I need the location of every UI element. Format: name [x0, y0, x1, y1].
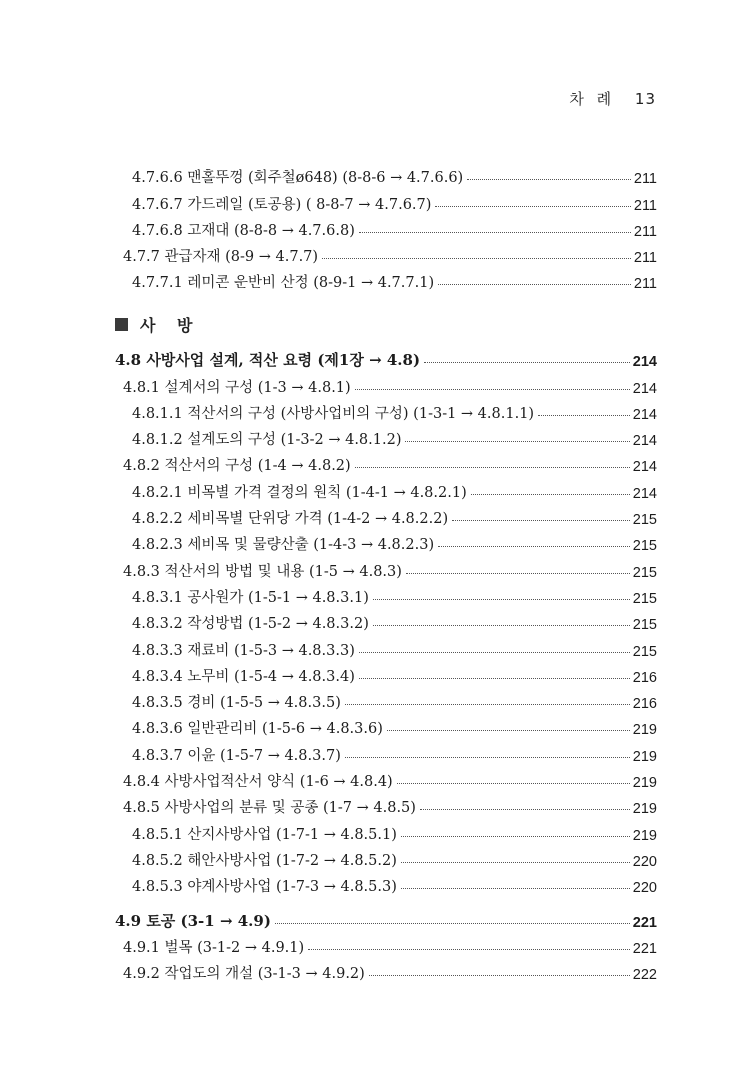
toc-entry[interactable]: [115, 607, 657, 633]
dot-leader: [275, 923, 630, 924]
toc-entry-page: 214: [632, 433, 657, 450]
toc-entry[interactable]: [115, 266, 657, 292]
toc-entry-title: 4.8.1.1 적산서의 구성 (사방사업비의 구성) (1-3-1 → 4.8.1.1): [132, 405, 535, 422]
toc-entry-page: 215: [632, 590, 657, 607]
dot-leader: [424, 362, 630, 363]
toc-entry-title: 4.8.4 사방사업적산서 양식 (1-6 → 4.8.4): [123, 774, 393, 791]
toc-entry-title: 4.8.5.3 야계사방사업 (1-7-3 → 4.8.5.3): [132, 879, 397, 896]
toc-entry-page: 215: [632, 564, 657, 581]
toc-entry-page: 214: [632, 459, 657, 476]
toc-entry-page: 216: [632, 669, 657, 686]
section-title: 사 방: [140, 316, 201, 335]
toc-entry[interactable]: [115, 475, 657, 501]
toc-entry[interactable]: [115, 931, 657, 957]
dot-leader: [435, 206, 630, 207]
toc-block-upper: [115, 161, 657, 292]
dot-leader: [401, 862, 630, 863]
dot-leader: [359, 678, 630, 679]
toc-entry-title: 4.7.7 관급자재 (8-9 → 4.7.7): [123, 249, 319, 266]
toc-entry-title: 4.8.3 적산서의 방법 및 내용 (1-5 → 4.8.3): [123, 563, 402, 580]
toc-entry-title: 4.8.3.6 일반관리비 (1-5-6 → 4.8.3.6): [132, 721, 383, 738]
toc-entry-page: 214: [632, 354, 657, 371]
toc-entry-title: 4.8.1.2 설계도의 구성 (1-3-2 → 4.8.1.2): [132, 432, 402, 449]
toc-entry-title: 4.7.7.1 레미콘 운반비 산정 (8-9-1 → 4.7.7.1): [132, 275, 435, 292]
toc-entry-page: 215: [632, 643, 657, 660]
toc-entry-title: 4.8.1 설계서의 구성 (1-3 → 4.8.1): [123, 379, 351, 396]
toc-entry-page: 219: [632, 827, 657, 844]
toc-entry[interactable]: [115, 240, 657, 266]
dot-leader: [467, 179, 631, 180]
toc-entry[interactable]: [115, 957, 657, 983]
dot-leader: [471, 494, 630, 495]
toc-entry-page: 219: [632, 775, 657, 792]
toc-entry-title: 4.8.3.5 경비 (1-5-5 → 4.8.3.5): [132, 695, 341, 712]
toc-entry[interactable]: [115, 370, 657, 396]
toc-entry-page: 219: [632, 722, 657, 739]
toc-entry-page: 211: [633, 276, 657, 293]
toc-spacer: [115, 896, 657, 904]
toc-entry-title: 4.8.5 사방사업의 분류 및 공종 (1-7 → 4.8.5): [123, 800, 416, 817]
toc-entry[interactable]: [115, 686, 657, 712]
toc-entry[interactable]: [115, 765, 657, 791]
toc-entry[interactable]: [115, 528, 657, 554]
toc-entry-title: 4.7.6.6 맨홀뚜껑 (회주철ø648) (8-8-6 → 4.7.6.6): [132, 170, 464, 187]
toc-entry[interactable]: [115, 161, 657, 187]
toc-entry[interactable]: [115, 791, 657, 817]
dot-leader: [438, 284, 631, 285]
toc-entry-title: 4.8.3.1 공사원가 (1-5-1 → 4.8.3.1): [132, 589, 369, 606]
toc-entry[interactable]: [115, 660, 657, 686]
toc-entry[interactable]: [115, 554, 657, 580]
toc-entry-page: 215: [632, 512, 657, 529]
toc-entry[interactable]: [115, 449, 657, 475]
square-bullet-icon: [115, 318, 128, 331]
toc-entry[interactable]: [115, 214, 657, 240]
toc-entry-page: 211: [633, 197, 657, 214]
toc-entry-page: 220: [632, 853, 657, 870]
toc-entry-title: 4.8.2.3 세비목 및 물량산출 (1-4-3 → 4.8.2.3): [132, 537, 435, 554]
chapter-label: 차 례: [569, 90, 616, 108]
toc-entry[interactable]: [115, 187, 657, 213]
toc-entry[interactable]: [115, 904, 657, 930]
dot-leader: [345, 704, 630, 705]
toc-entry-page: 220: [632, 880, 657, 897]
toc-entry-page: 215: [632, 617, 657, 634]
toc-entry-page: 216: [632, 696, 657, 713]
dot-leader: [369, 975, 630, 976]
toc-entry-title: 4.8.5.1 산지사방사업 (1-7-1 → 4.8.5.1): [132, 826, 397, 843]
toc-entry-title: 4.8.2.2 세비목별 단위당 가격 (1-4-2 → 4.8.2.2): [132, 511, 449, 528]
toc-entry[interactable]: [115, 397, 657, 423]
toc-entry-page: 211: [633, 250, 657, 267]
dot-leader: [373, 599, 630, 600]
toc-entry-title: 4.8.3.7 이윤 (1-5-7 → 4.8.3.7): [132, 747, 341, 764]
toc-entry-title: 4.7.6.7 가드레일 (토공용) ( 8-8-7 → 4.7.6.7): [132, 196, 432, 213]
toc-entry[interactable]: [115, 423, 657, 449]
dot-leader: [538, 415, 630, 416]
toc-entry[interactable]: [115, 344, 657, 370]
dot-leader: [405, 441, 629, 442]
toc-entry-page: 215: [632, 538, 657, 555]
toc-entry-title: 4.9.2 작업도의 개설 (3-1-3 → 4.9.2): [123, 966, 365, 983]
dot-leader: [401, 888, 630, 889]
toc-entry-title: 4.8.2 적산서의 구성 (1-4 → 4.8.2): [123, 458, 351, 475]
toc-entry-title: 4.8.5.2 해안사방사업 (1-7-2 → 4.8.5.2): [132, 852, 397, 869]
dot-leader: [359, 652, 630, 653]
dot-leader: [355, 467, 630, 468]
toc-entry-page: 219: [632, 748, 657, 765]
running-head: [569, 88, 656, 109]
toc-entry-page: 214: [632, 406, 657, 423]
section-heading: [115, 313, 200, 336]
toc-entry-title: 4.8.3.4 노무비 (1-5-4 → 4.8.3.4): [132, 668, 355, 685]
dot-leader: [355, 389, 630, 390]
dot-leader: [308, 949, 630, 950]
toc-entry[interactable]: [115, 844, 657, 870]
toc-entry[interactable]: [115, 817, 657, 843]
toc-entry-title: 4.7.6.8 고재대 (8-8-8 → 4.7.6.8): [132, 222, 355, 239]
toc-block-lower: [115, 344, 657, 983]
toc-entry-title: 4.8 사방사업 설계, 적산 요령 (제1장 → 4.8): [115, 351, 421, 370]
dot-leader: [397, 783, 630, 784]
toc-entry-page: 211: [633, 223, 657, 240]
dot-leader: [401, 836, 630, 837]
toc-entry-title: 4.8.2.1 비목별 가격 결정의 원칙 (1-4-1 → 4.8.2.1): [132, 484, 467, 501]
toc-entry-page: 211: [633, 171, 657, 188]
toc-entry[interactable]: [115, 502, 657, 528]
page-number: 13: [634, 90, 656, 108]
toc-entry[interactable]: [115, 581, 657, 607]
toc-entry[interactable]: [115, 738, 657, 764]
toc-entry-title: 4.8.3.3 재료비 (1-5-3 → 4.8.3.3): [132, 642, 355, 659]
toc-entry-title: 4.9 토공 (3-1 → 4.9): [115, 911, 271, 930]
dot-leader: [322, 258, 631, 259]
toc-entry-page: 219: [632, 801, 657, 818]
dot-leader: [373, 625, 630, 626]
dot-leader: [345, 757, 630, 758]
toc-entry-title: 4.9.1 벌목 (3-1-2 → 4.9.1): [123, 939, 305, 956]
toc-entry-page: 221: [632, 940, 657, 957]
dot-leader: [452, 520, 630, 521]
dot-leader: [438, 546, 630, 547]
dot-leader: [387, 730, 630, 731]
toc-entry-title: 4.8.3.2 작성방법 (1-5-2 → 4.8.3.2): [132, 616, 369, 633]
dot-leader: [359, 232, 631, 233]
toc-entry-page: 221: [632, 914, 657, 931]
toc-entry[interactable]: [115, 633, 657, 659]
toc-entry-page: 214: [632, 485, 657, 502]
dot-leader: [406, 573, 630, 574]
toc-entry-page: 214: [632, 380, 657, 397]
toc-entry[interactable]: [115, 712, 657, 738]
toc-entry-page: 222: [632, 967, 657, 984]
dot-leader: [420, 809, 630, 810]
toc-entry[interactable]: [115, 870, 657, 896]
